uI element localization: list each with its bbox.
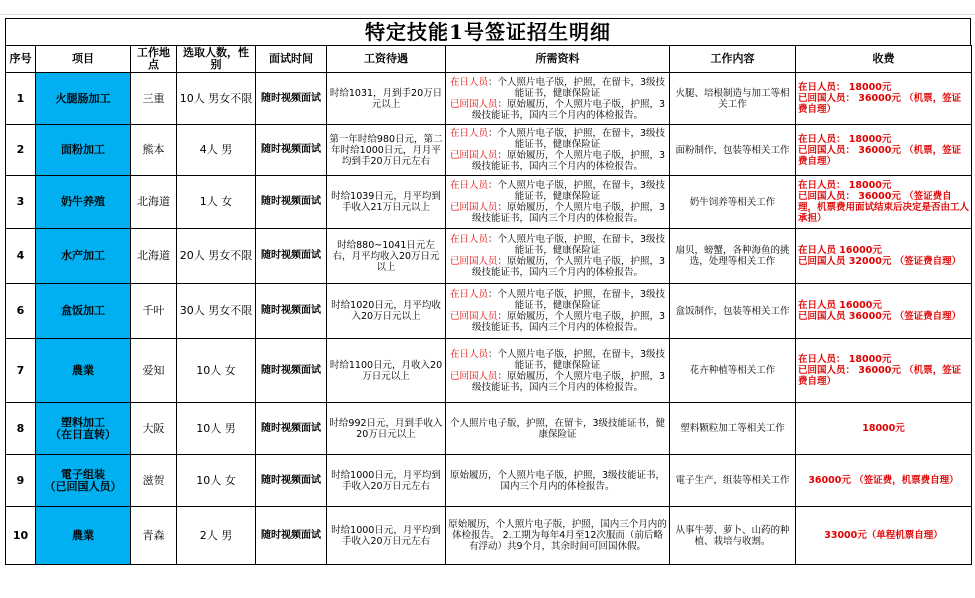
docs-returned: ：原始履历，个人照片电子版，护照，3级技能证书，国内三个月内的体检报告。 <box>471 150 666 172</box>
docs-label-returned: 已回国人员 <box>449 202 498 213</box>
work-location: 滋贺 <box>131 455 177 507</box>
salary: 时给992日元，月到手收入20万日元以上 <box>327 403 446 455</box>
documents-text: 原始履历，个人照片电子版，护照，国内三个月内的体检报告。 2.工期为每年4月至12次服而（前后略有浮动）共9个月，其余时间可回国休假。 <box>448 519 667 552</box>
interview-time: 随时视频面试 <box>256 455 327 507</box>
table-row <box>6 284 972 339</box>
table-row <box>6 455 972 507</box>
docs-label-in-japan: 在日人员 <box>449 289 488 300</box>
header-salary: 工资待遇 <box>327 46 446 73</box>
work-location: 青森 <box>131 507 177 565</box>
headcount-gender: 10人 女 <box>177 455 256 507</box>
project-name: 農業 <box>36 507 131 565</box>
fee: 在日人员 16000元 已回国人员 32000元 （签证费自理） <box>796 229 972 284</box>
docs-returned: ：原始履历，个人照片电子版，护照，3级技能证书，国内三个月内的体检报告。 <box>471 98 666 121</box>
docs-label-returned: 已回国人员 <box>449 98 498 110</box>
sheet-title: 特定技能1号签证招生明细 <box>5 18 971 45</box>
header-count: 选取人数，性别 <box>177 46 256 73</box>
docs-in-japan: ：个人照片电子版，护照，在留卡，3级技能证书，健康保险证 <box>487 180 666 202</box>
project-name: 塑料加工 （在日直转） <box>36 403 131 455</box>
headcount-gender: 10人 男女不限 <box>177 73 256 125</box>
salary: 时给1100日元，月收入20万日元以上 <box>327 339 446 403</box>
fee: 在日人员： 18000元 已回国人员： 36000元 （签证费自理，机票费用面试结束后决定是否由工人承担） <box>796 176 972 229</box>
interview-time: 随时视频面试 <box>256 284 327 339</box>
salary: 时给1000日元，月平均到手收入20万日元左右 <box>327 507 446 565</box>
salary: 时给1031，月到手20万日元以上 <box>327 73 446 125</box>
fee: 36000元 （签证费，机票费自理） <box>796 455 972 507</box>
table-row <box>6 125 972 176</box>
row-number: 9 <box>6 455 36 507</box>
work-location: 三重 <box>131 73 177 125</box>
salary: 时给1020日元，月平均收入20万日元以上 <box>327 284 446 339</box>
job-content: 火腿、培根制造与加工等相关工作 <box>670 73 796 125</box>
headcount-gender: 10人 女 <box>177 339 256 403</box>
job-content: 電子生产，组装等相关工作 <box>670 455 796 507</box>
table-row <box>6 403 972 455</box>
docs-returned: ：原始履历，个人照片电子版，护照，3级技能证书，国内三个月内的体检报告。 <box>471 202 666 224</box>
docs-returned: ：原始履历，个人照片电子版，护照，3级技能证书，国内三个月内的体检报告。 <box>471 311 666 333</box>
docs-in-japan: ：个人照片电子版，护照，在留卡，3级技能证书，健康保险证 <box>487 348 666 371</box>
job-content: 奶牛饲养等相关工作 <box>670 176 796 229</box>
documents-text: 个人照片电子版，护照，在留卡，3级技能证书，健康保险证 <box>449 417 666 440</box>
fee: 33000元（单程机票自理） <box>796 507 972 565</box>
row-number: 8 <box>6 403 36 455</box>
headcount-gender: 2人 男 <box>177 507 256 565</box>
required-documents <box>446 403 670 455</box>
headcount-gender: 10人 男 <box>177 403 256 455</box>
required-documents <box>446 284 670 339</box>
interview-time: 随时视频面试 <box>256 73 327 125</box>
fee: 在日人员： 18000元 已回国人员： 36000元 （机票，签证费自理） <box>796 73 972 125</box>
header-row <box>6 46 972 73</box>
fee: 在日人员： 18000元 已回国人员： 36000元 （机票，签证费自理） <box>796 339 972 403</box>
interview-time: 随时视频面试 <box>256 339 327 403</box>
row-number: 2 <box>6 125 36 176</box>
project-name: 火腿肠加工 <box>36 73 131 125</box>
docs-label-in-japan: 在日人员 <box>449 234 488 245</box>
required-documents <box>446 229 670 284</box>
docs-in-japan: ：个人照片电子版，护照，在留卡，3级技能证书，健康保险证 <box>487 76 666 99</box>
header-fee: 收费 <box>796 46 972 73</box>
docs-returned: ：原始履历，个人照片电子版，护照，3级技能证书，国内三个月内的体检报告。 <box>471 370 666 393</box>
fee: 18000元 <box>796 403 972 455</box>
recruitment-sheet <box>5 18 971 565</box>
row-number: 10 <box>6 507 36 565</box>
salary: 时给1000日元，月平均到手收入20万日元左右 <box>327 455 446 507</box>
row-number: 3 <box>6 176 36 229</box>
required-documents <box>446 73 670 125</box>
docs-in-japan: ：个人照片电子版，护照，在留卡，3级技能证书，健康保险证 <box>487 234 666 256</box>
header-content: 工作内容 <box>670 46 796 73</box>
salary: 第一年时给980日元，第二年时给1000日元，月月平均到手20万日元左右 <box>327 125 446 176</box>
table-row <box>6 176 972 229</box>
docs-returned: ：原始履历，个人照片电子版，护照，3级技能证书，国内三个月内的体检报告。 <box>471 256 666 278</box>
recruitment-table <box>5 45 972 565</box>
docs-label-returned: 已回国人员 <box>449 311 498 322</box>
docs-label-returned: 已回国人员 <box>449 370 498 382</box>
docs-label-in-japan: 在日人员 <box>449 348 488 360</box>
interview-time: 随时视频面试 <box>256 176 327 229</box>
project-name: 面粉加工 <box>36 125 131 176</box>
row-number: 1 <box>6 73 36 125</box>
header-interview: 面试时间 <box>256 46 327 73</box>
header-docs: 所需资料 <box>446 46 670 73</box>
project-name: 奶牛养殖 <box>36 176 131 229</box>
job-content: 盒饭制作，包装等相关工作 <box>670 284 796 339</box>
work-location: 大阪 <box>131 403 177 455</box>
headcount-gender: 20人 男女不限 <box>177 229 256 284</box>
docs-in-japan: ：个人照片电子版，护照，在留卡，3级技能证书，健康保险证 <box>487 289 666 311</box>
interview-time: 随时视频面试 <box>256 403 327 455</box>
docs-label-in-japan: 在日人员 <box>449 180 488 191</box>
work-location: 北海道 <box>131 176 177 229</box>
project-name: 電子组装 （已回国人员） <box>36 455 131 507</box>
headcount-gender: 1人 女 <box>177 176 256 229</box>
headcount-gender: 30人 男女不限 <box>177 284 256 339</box>
docs-label-returned: 已回国人员 <box>449 150 498 161</box>
job-content: 面粉制作，包装等相关工作 <box>670 125 796 176</box>
header-no: 序号 <box>6 46 36 73</box>
documents-text: 原始履历，个人照片电子版，护照，3级技能证书，国内三个月内的体检报告。 <box>449 469 666 492</box>
table-row <box>6 229 972 284</box>
job-content: 塑料颗粒加工等相关工作 <box>670 403 796 455</box>
required-documents <box>446 455 670 507</box>
required-documents <box>446 507 670 565</box>
spreadsheet-top-area <box>0 0 975 15</box>
header-location: 工作地点 <box>131 46 177 73</box>
interview-time: 随时视频面试 <box>256 229 327 284</box>
docs-label-in-japan: 在日人员 <box>449 128 488 139</box>
required-documents <box>446 176 670 229</box>
fee: 在日人员： 18000元 已回国人员： 36000元 （机票，签证费自理） <box>796 125 972 176</box>
row-number: 6 <box>6 284 36 339</box>
interview-time: 随时视频面试 <box>256 507 327 565</box>
header-project: 项目 <box>36 46 131 73</box>
work-location: 千叶 <box>131 284 177 339</box>
fee: 在日人员 16000元 已回国人员 36000元 （签证费自理） <box>796 284 972 339</box>
salary: 时给1039日元，月平均到手收入21万日元以上 <box>327 176 446 229</box>
row-number: 7 <box>6 339 36 403</box>
table-row <box>6 339 972 403</box>
project-name: 農業 <box>36 339 131 403</box>
interview-time: 随时视频面试 <box>256 125 327 176</box>
job-content: 花卉种植等相关工作 <box>670 339 796 403</box>
salary: 时给880~1041日元左右，月平均收入20万日元以上 <box>327 229 446 284</box>
work-location: 北海道 <box>131 229 177 284</box>
docs-in-japan: ：个人照片电子版，护照，在留卡，3级技能证书，健康保险证 <box>487 128 666 150</box>
project-name: 盒饭加工 <box>36 284 131 339</box>
job-content: 扇贝，螃蟹，各种海鱼的挑选，处理等相关工作 <box>670 229 796 284</box>
headcount-gender: 4人 男 <box>177 125 256 176</box>
work-location: 爱知 <box>131 339 177 403</box>
row-number: 4 <box>6 229 36 284</box>
docs-label-returned: 已回国人员 <box>449 256 498 267</box>
project-name: 水产加工 <box>36 229 131 284</box>
required-documents <box>446 125 670 176</box>
docs-label-in-japan: 在日人员 <box>449 76 488 88</box>
work-location: 熊本 <box>131 125 177 176</box>
table-row <box>6 73 972 125</box>
required-documents <box>446 339 670 403</box>
table-row <box>6 507 972 565</box>
job-content: 从事牛蒡、萝卜、山药的种植、栽培与收割。 <box>670 507 796 565</box>
